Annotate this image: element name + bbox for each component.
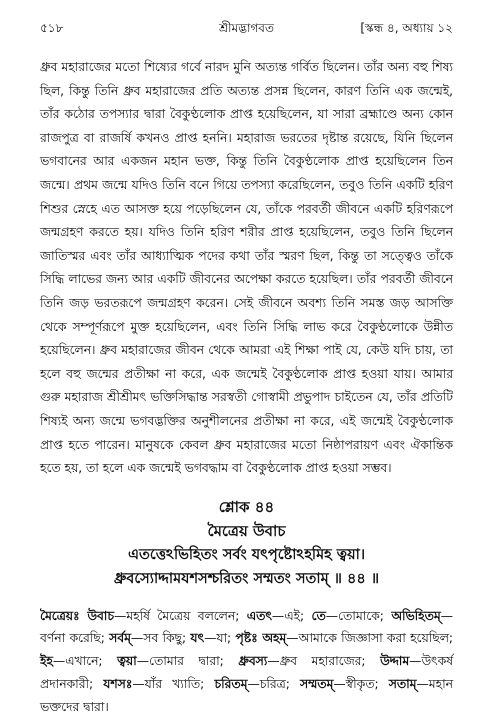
synonym-meaning: যা; (216, 631, 236, 646)
synonym-word: ইহ (40, 654, 53, 669)
chapter-reference: [স্কন্ধ ৪, অধ্যায় ১২ (360, 21, 453, 35)
synonym-meaning: তোমার দ্বারা; (148, 654, 239, 669)
synonym-meaning: যাঁর খ্যাতি; (144, 677, 215, 692)
synonym-word: পৃষ্টঃ অহম্ (235, 631, 287, 646)
page-number: ৫১৮ (40, 21, 64, 35)
synonym-meaning: এই; (284, 608, 312, 623)
synonym-meaning: উৎকর্ষ প্রদানকারী; (40, 654, 453, 692)
synonym-meaning: তোমাকে; (338, 608, 392, 623)
synonym-word: সর্বম্ (109, 631, 131, 646)
synonym-word: যশসঃ (103, 677, 133, 692)
synonym-word: উদ্দাম (380, 654, 410, 669)
verse-speaker: মৈত্রেয় উবাচ (207, 521, 286, 540)
synonym-meaning: আমাকে জিজ্ঞাসা করা হয়েছিল; (298, 631, 453, 646)
synonym-meaning: এখানে; (65, 654, 118, 669)
synonym-meaning: চরিত্র; (259, 677, 300, 692)
synonym-word: তে (311, 608, 326, 623)
synonym-word: সম্মতম্ (300, 677, 334, 692)
synonym-meaning: ধ্রুব মহারাজের; (279, 654, 381, 669)
verse-line-1: এতত্তেঽভিহিতং সর্বং যৎপৃষ্টোঽহমিহ ত্বয়া। (127, 546, 366, 563)
synonym-word: ত্বয়া (117, 654, 137, 669)
synonym-word: ধ্রুবস্য (238, 654, 268, 669)
synonym-word: অভিহিতম্ (391, 608, 441, 623)
synonym-word: যৎ (190, 631, 205, 646)
synonym-word: সতাম্ (388, 677, 417, 692)
word-meanings: মৈত্রেয়ঃ উবাচ—মহর্ষি মৈত্রেয় বললেন; এতৎ—এই; তে—তোমাকে; অভিহিতম্—বর্ণনা করেছি; সর্বম্—সব কিছু; যৎ—যা; পৃষ্টঃ অহম্—আমাকে জিজ্ঞাসা করা হয়েছিল; ইহ—এখানে; ত্বয়া—তোমার দ্বারা; ধ্রুবস্য—ধ্রুব মহারাজের; উদ্দাম—উৎকর্ষ প্রদানকারী; যশসঃ—যাঁর খ্যাতি; চরিতম্—চরিত্র; সম্মতম্—স্বীকৃত; সতাম্—মহান ভক্তদের দ্বারা। (40, 608, 453, 714)
verse-number: শ্লোক ৪৪ (218, 497, 275, 516)
synonym-meaning: মহর্ষি মৈত্রেয় বললেন; (126, 608, 247, 623)
synonym-meaning: সব কিছু; (143, 631, 191, 646)
synonym-word: মৈত্রেয়ঃ উবাচ (40, 608, 114, 623)
page-header (40, 20, 453, 42)
synonym-meaning: স্বীকৃত; (345, 677, 389, 692)
synonym-meaning: বর্ণনা করেছি; (40, 631, 110, 646)
synonym-word: চরিতম্ (214, 677, 248, 692)
synonym-word: এতৎ (246, 608, 272, 623)
verse-block (40, 495, 453, 591)
purport-paragraph: ধ্রুব মহারাজের মতো শিষ্যের গর্বে নারদ মুনি অত্যন্ত গর্বিত ছিলেন। তাঁর অন্য বহু শিষ্য ছিল, কিন্তু তিনি ধ্রুব মহারাজের প্রতি অত্যন্ত প্রসন্ন ছিলেন, কারণ তিনি এক জন্মেই, তাঁর কঠোর তপস্যার দ্বারা বৈকুণ্ঠলোক প্রাপ্ত হয়েছিলেন, যা সারা ব্রহ্মাণ্ডে অন্য কোন রাজপুত্র বা রাজর্ষি কখনও প্রাপ্ত হননি। মহারাজ ভরতের দৃষ্টান্ত রয়েছে, যিনি ছিলেন ভগবানের আর একজন মহান ভক্ত, কিন্তু তিনি বৈকুণ্ঠলোক প্রাপ্ত হয়েছিলেন তিন জন্মে। প্রথম জন্মে যদিও তিনি বনে গিয়ে তপস্যা করেছিলেন, তবুও তিনি একটি হরিণ শিশুর স্নেহে এত আসক্ত হয়ে পড়েছিলেন যে, তাঁকে পরবর্তী জীবনে একটি হরিণরূপে জন্মগ্রহণ করতে হয়। যদিও তিনি হরিণ শরীর প্রাপ্ত হয়েছিলেন, তবুও তিনি ছিলেন জাতিস্মর এবং তাঁর আধ্যাত্মিক পদের কথা তাঁর স্মরণ ছিল, কিন্তু তা সত্ত্বেও তাঁকে সিদ্ধি লাভের জন্য আর একটি জীবনের অপেক্ষা করতে হয়েছিল। তাঁর পরবর্তী জীবনে তিনি জড় ভরতরূপে জন্মগ্রহণ করেন। সেই জীবনে অবশ্য তিনি সমস্ত জড় আসক্তি থেকে সম্পূর্ণরূপে মুক্ত হয়েছিলেন, এবং তিনি সিদ্ধি লাভ করে বৈকুণ্ঠলোকে উন্নীত হয়েছিলেন। ধ্রুব মহারাজের জীবন থেকে আমরা এই শিক্ষা পাই যে, কেউ যদি চায়, তা হলে বহু জন্মের প্রতীক্ষা না করে, এক জন্মেই বৈকুণ্ঠলোক প্রাপ্ত হওয়া যায়। আমার গুরু মহারাজ শ্রীশ্রীমৎ ভক্তিসিদ্ধান্ত সরস্বতী গোস্বামী প্রভুপাদ চাইতেন যে, তাঁর প্রতিটি শিষ্যই অন্য জন্মে ভগবদ্ভক্তির অনুশীলনের প্রতীক্ষা না করে, এই জন্মেই বৈকুণ্ঠলোক প্রাপ্ত হতে পারেন। মানুষকে কেবল ধ্রুব মহারাজের মতো নিষ্ঠাপরায়ণ এবং ঐকান্তিক হতে হয়, তা হলে এক জন্মেই ভগবদ্ধাম বা বৈকুণ্ঠলোক প্রাপ্ত হওয়া সম্ভব। (40, 60, 453, 476)
synonym-meaning: মহান ভক্তদের দ্বারা। (40, 677, 453, 714)
verse-line-2: ধ্রুবস্যোদ্দামযশসশ্চরিতং সম্মতং সতাম্ ॥ ৪৪ ॥ (113, 570, 380, 587)
book-title: শ্রীমদ্ভাগবত (218, 21, 274, 35)
